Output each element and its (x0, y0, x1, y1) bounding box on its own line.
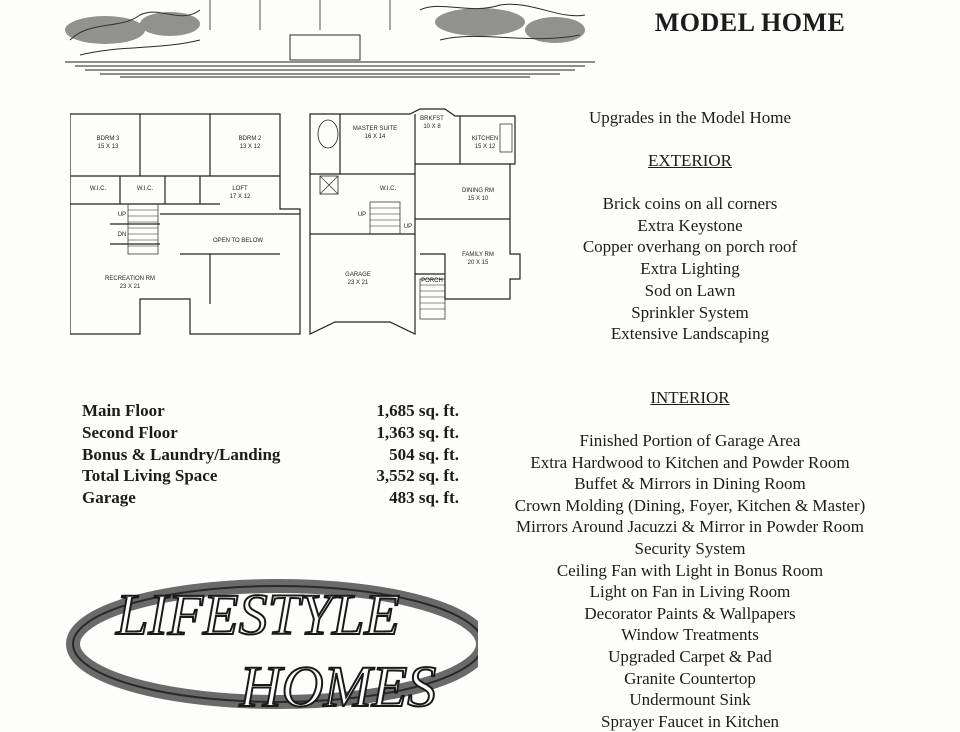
svg-text:23 X 21: 23 X 21 (119, 284, 141, 290)
square-footage-table (82, 400, 459, 509)
svg-text:UP: UP (117, 212, 127, 218)
svg-text:W.I.C.: W.I.C. (89, 186, 107, 192)
svg-text:10 X 8: 10 X 8 (423, 124, 441, 130)
sqft-value: 1,685 sq. ft. (376, 401, 459, 420)
lifestyle-homes-logo (58, 566, 478, 720)
plan-label-bdrm2: BDRM 2 (238, 136, 262, 142)
sqft-row (82, 487, 459, 509)
exterior-item: Extra Keystone (637, 215, 743, 235)
svg-text:15 X 10: 15 X 10 (467, 196, 489, 202)
page-title: MODEL HOME (654, 8, 846, 37)
exterior-item: Brick coins on all corners (602, 194, 778, 213)
interior-item: Sprayer Faucet in Kitchen (601, 711, 779, 731)
svg-text:15 X 12: 15 X 12 (474, 144, 496, 150)
svg-text:W.I.C.: W.I.C. (136, 186, 154, 192)
svg-text:DN: DN (117, 232, 127, 238)
sqft-value: 1,363 sq. ft. (376, 422, 459, 442)
plan-label-kitchen: KITCHEN (471, 136, 499, 142)
sqft-label: Second Floor (82, 422, 178, 442)
exterior-item: Sod on Lawn (644, 280, 736, 300)
plan-label-brkfst: BRKFST (420, 116, 444, 122)
sqft-row (82, 465, 459, 487)
plan-label-family: FAMILY RM (462, 252, 494, 258)
plan-label-garage: GARAGE (345, 272, 371, 278)
interior-item: Mirrors Around Jacuzzi & Mirror in Powder Room (516, 517, 864, 537)
svg-text:W.I.C.: W.I.C. (379, 186, 397, 192)
svg-text:20 X 15: 20 X 15 (467, 260, 489, 266)
sqft-row (82, 422, 459, 444)
exterior-item: Extra Lighting (640, 259, 740, 279)
sqft-label: Main Floor (82, 401, 165, 420)
sqft-row (82, 400, 459, 422)
interior-item: Window Treatments (621, 625, 759, 645)
interior-heading: INTERIOR (650, 388, 730, 407)
plan-label-loft: LOFT (232, 186, 248, 192)
svg-text:23 X 21: 23 X 21 (347, 280, 369, 286)
plan-label-open-below: OPEN TO BELOW (212, 238, 264, 244)
svg-text:UP: UP (403, 224, 413, 230)
exterior-heading: EXTERIOR (647, 151, 733, 170)
svg-text:15 X 13: 15 X 13 (97, 144, 119, 150)
sqft-label: Total Living Space (82, 466, 218, 486)
interior-item: Upgraded Carpet & Pad (608, 647, 772, 666)
exterior-item: Sprinkler System (631, 302, 749, 322)
interior-item: Light on Fan in Living Room (589, 582, 791, 602)
sqft-label: Garage (82, 488, 136, 508)
interior-item: Undermount Sink (629, 690, 751, 710)
sqft-row (82, 444, 459, 466)
sqft-value: 483 sq. ft. (389, 488, 459, 508)
plan-label-dining: DINING RM (462, 188, 494, 194)
sqft-value: 504 sq. ft. (389, 444, 459, 464)
exterior-item: Extensive Landscaping (610, 324, 770, 344)
interior-item: Decorator Paints & Wallpapers (584, 603, 796, 623)
logo-line1: LIFESTYLE (116, 582, 400, 647)
sqft-value: 3,552 sq. ft. (376, 466, 459, 486)
svg-text:13 X 12: 13 X 12 (239, 144, 261, 150)
plan-label-porch: PORCH (421, 278, 443, 284)
interior-item: Ceiling Fan with Light in Bonus Room (556, 560, 824, 580)
interior-item: Extra Hardwood to Kitchen and Powder Room (530, 452, 850, 472)
logo-line2: HOMES (239, 654, 437, 719)
plan-label-bdrm3: BDRM 3 (96, 136, 120, 142)
plan-label-rec: RECREATION RM (105, 276, 155, 282)
svg-text:17 X 12: 17 X 12 (229, 194, 251, 200)
sqft-label: Bonus & Laundry/Landing (82, 444, 281, 464)
svg-text:16 X 14: 16 X 14 (364, 134, 386, 140)
interior-item: Buffet & Mirrors in Dining Room (574, 474, 806, 494)
interior-item: Finished Portion of Garage Area (579, 431, 801, 450)
exterior-item: Copper overhang on porch roof (582, 237, 798, 257)
house-sketch-illustration (60, 0, 600, 82)
interior-item: Crown Molding (Dining, Foyer, Kitchen & Master) (514, 495, 866, 515)
svg-text:UP: UP (357, 212, 367, 218)
interior-item: Granite Countertop (624, 668, 756, 688)
plan-label-master: MASTER SUITE (352, 126, 398, 132)
interior-item: Security System (634, 539, 746, 558)
upgrades-heading: Upgrades in the Model Home (588, 108, 792, 127)
